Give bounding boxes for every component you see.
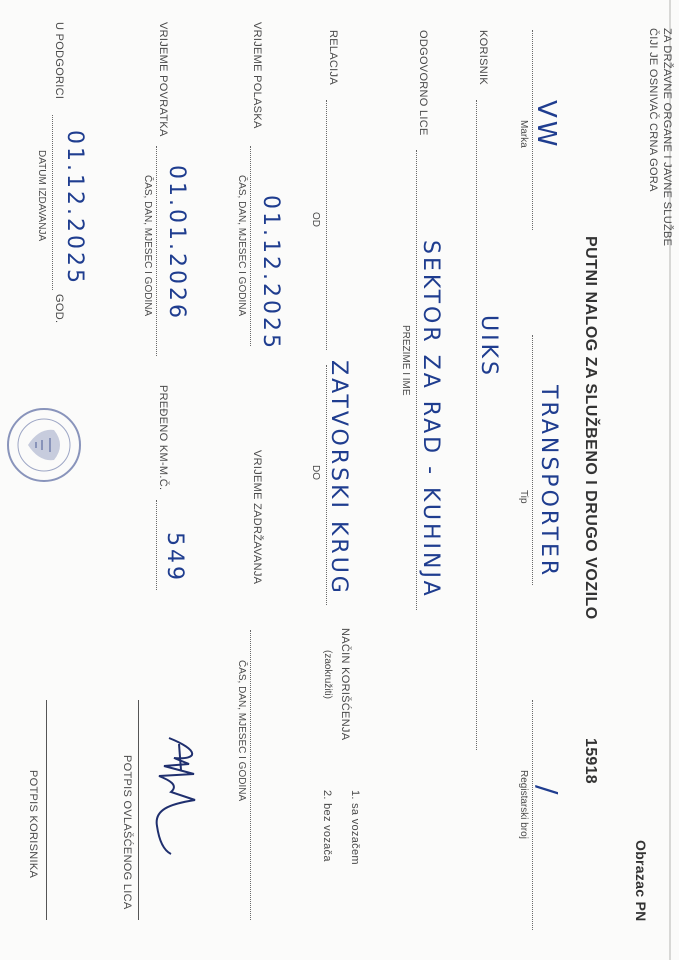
responsible-label: ODGOVORNO LICE [417,30,429,136]
issue-year-suffix: GOD. [53,294,65,324]
stay-dotted-line [250,630,251,920]
page-title: PUTNI NALOG ZA SLUŽBENO I DRUGO VOZILO [582,236,599,620]
departure-label: VRIJEME POLASKA [251,22,263,129]
make-caption: Marka [518,120,529,148]
usage-hint: (zaokružiti) [322,650,333,699]
usage-option-1: 1. sa vozačem [349,790,361,865]
departure-dotted-line [250,146,251,346]
route-from-caption: OD [310,212,321,227]
return-label: VRIJEME POVRATKA [157,22,169,137]
issue-caption: DATUM IZDAVANJA [36,150,47,242]
return-value: 01.01.2026 [164,165,189,321]
issuer-line-1: ZA DRŽAVNE ORGANE I JAVNE SLUŽBE [661,28,673,247]
reg-caption: Registarski broj [518,770,529,839]
issue-date-value: 01.12.2025 [62,130,87,286]
stay-caption: ČAS, DAN, MJESEC I GODINA [236,660,247,802]
user-dotted-line [476,100,477,750]
form-code: Obrazac PN [633,840,649,922]
issue-label: U PODGORICI [53,22,65,100]
type-caption: Tip [518,490,529,504]
make-value: VW [531,100,561,150]
type-value: TRANSPORTER [536,385,561,579]
user-signature-line [46,700,47,920]
issuer-line-2: ČIJI JE OSNIVAČ CRNA GORA [647,28,659,192]
km-label: PREĐENO KM-M.Č. [157,385,169,491]
responsible-dotted-line [416,150,417,610]
stay-label: VRIJEME ZADRŽAVANJA [251,450,263,585]
return-dotted-line [156,146,157,356]
user-signature-label: POTPIS KORISNIKA [27,770,39,879]
km-value: 549 [162,532,187,583]
departure-value: 01.12.2025 [258,195,283,351]
usage-label: NAČIN KORIŠĆENJA [339,628,351,741]
km-dotted-line [156,500,157,590]
departure-caption: ČAS, DAN, MJESEC I GODINA [236,175,247,317]
form-number: 15918 [582,738,599,784]
authorized-signature-label: POTPIS OVLAŠĆENOG LICA [121,755,133,910]
issue-dotted-line [52,115,53,290]
route-to-caption: DO [310,465,321,480]
responsible-caption: PREZIME I IME [400,325,411,396]
usage-option-2: 2. bez vozača [321,790,333,862]
type-dotted-line [532,335,533,585]
route-to-value: ZATVORSKI KRUG [326,360,351,596]
route-from-dotted-line [326,100,327,350]
reg-value: / [531,785,564,798]
user-label: KORISNIK [477,30,489,85]
authorized-signature-scribble [139,730,209,870]
responsible-value: SEKTOR ZA RAD - KUHINJA [418,240,443,599]
user-value: UIKS [476,315,501,378]
route-label: RELACIJA [327,30,339,85]
official-stamp-seal [4,400,84,490]
reg-dotted-line [532,700,533,930]
return-caption: ČAS, DAN, MJESEC I GODINA [142,175,153,317]
